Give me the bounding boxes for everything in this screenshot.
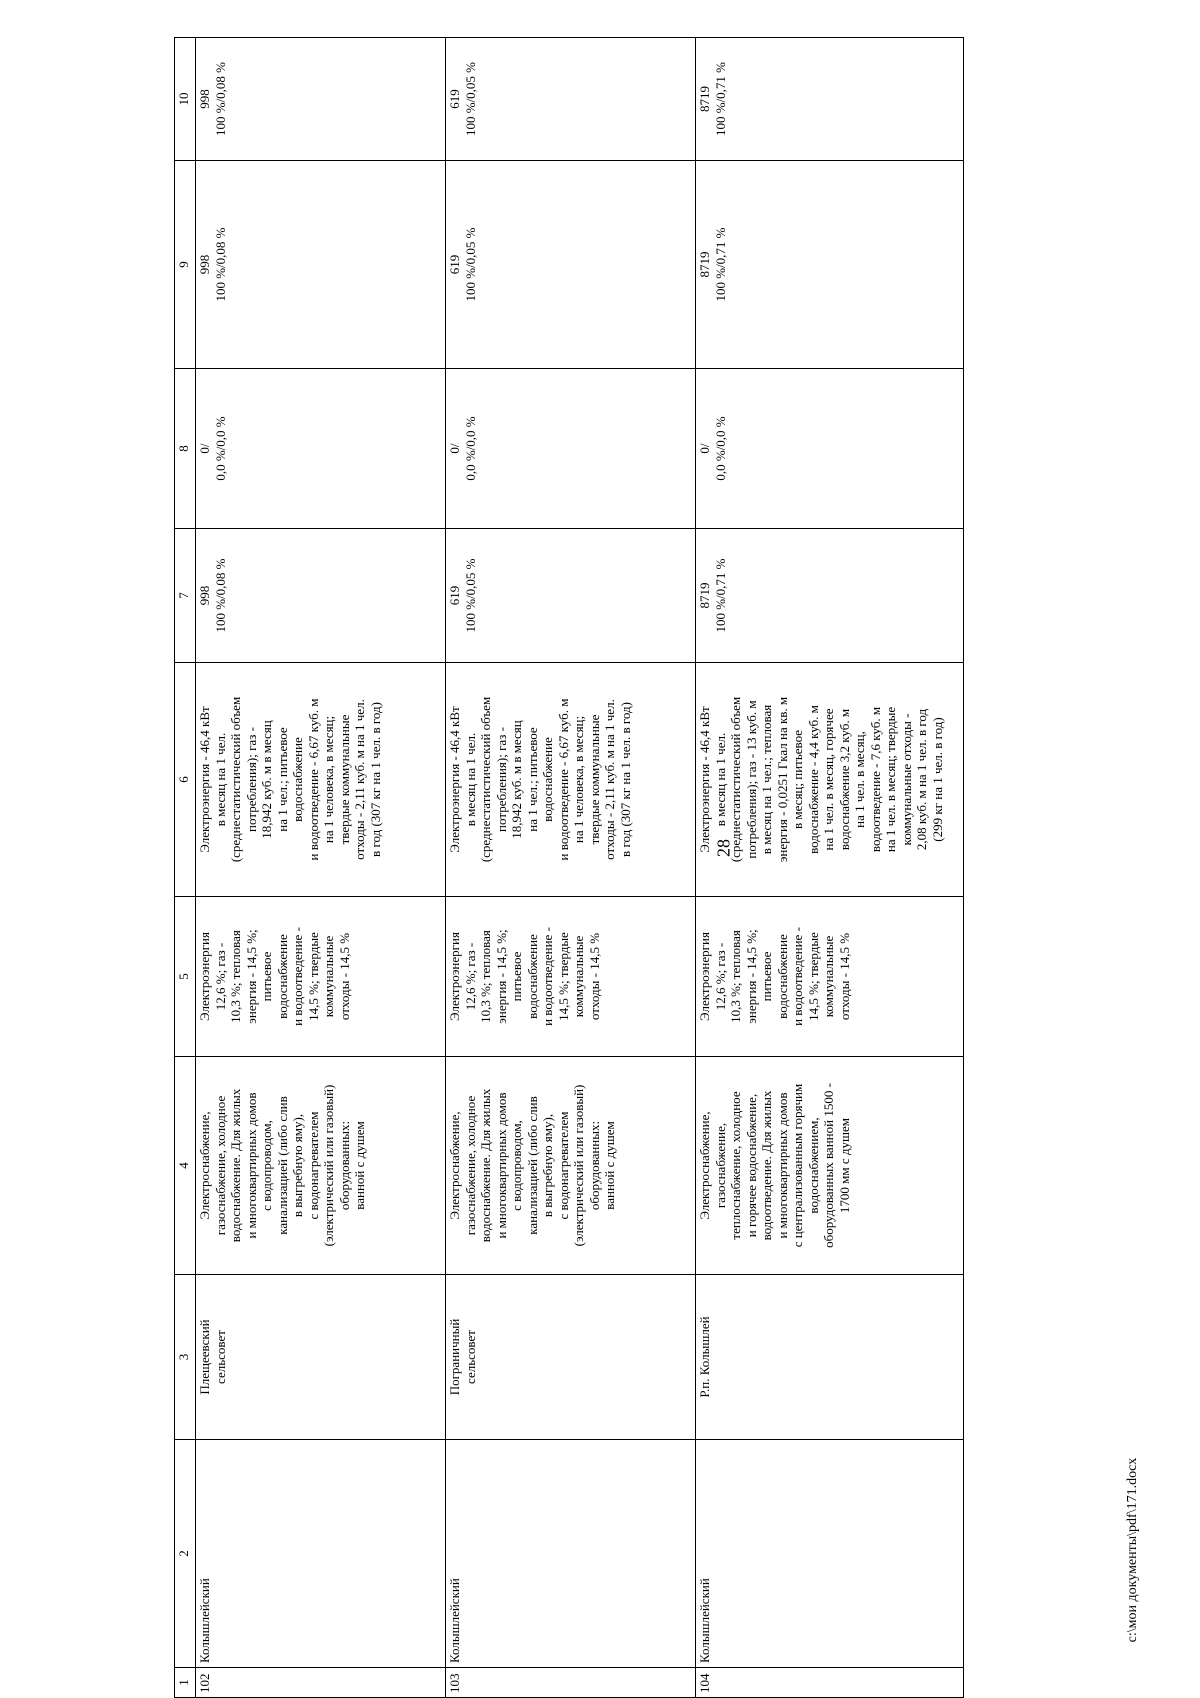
header-cell: 9 bbox=[175, 161, 196, 369]
rotated-table-container bbox=[174, 38, 964, 1698]
value-cell-9: 8719 100 %/0,71 % bbox=[696, 161, 964, 369]
table-row bbox=[696, 38, 964, 1698]
services-cell: Электроснабжение, газоснабжение, холодное водоснабжение. Для жилых и многоквартирных домов с водопроводом, канализацией (либо слив в выгребную яму), с водонагревателем (электрический или газовый) оборудованных: ванной с душем bbox=[446, 1057, 696, 1275]
district-cell: Колышлейский bbox=[696, 1440, 964, 1668]
row-number: 104 bbox=[696, 1668, 964, 1698]
shares-cell: Электроэнергия 12,6 %; газ - 10,3 %; тепловая энергия - 14,5 %; питьевое водоснабжение и водоотведение - 14,5 %; твердые коммунальные отходы - 14,5 % bbox=[446, 897, 696, 1057]
header-cell: 7 bbox=[175, 529, 196, 663]
value-cell-10: 8719 100 %/0,71 % bbox=[696, 38, 964, 161]
header-cell: 3 bbox=[175, 1275, 196, 1440]
shares-cell: Электроэнергия 12,6 %; газ - 10,3 %; тепловая энергия - 14,5 %; питьевое водоснабжение и водоотведение - 14,5 %; твердые коммунальные отходы - 14,5 % bbox=[196, 897, 446, 1057]
value-cell-10: 619 100 %/0,05 % bbox=[446, 38, 696, 161]
value-cell-9: 998 100 %/0,08 % bbox=[196, 161, 446, 369]
value-cell-9: 619 100 %/0,05 % bbox=[446, 161, 696, 369]
header-cell: 5 bbox=[175, 897, 196, 1057]
header-cell: 8 bbox=[175, 369, 196, 529]
municipality-cell: Пограничный сельсовет bbox=[446, 1275, 696, 1440]
header-cell: 6 bbox=[175, 663, 196, 897]
value-cell-7: 998 100 %/0,08 % bbox=[196, 529, 446, 663]
district-cell: Колышлейский bbox=[446, 1440, 696, 1668]
data-table bbox=[174, 37, 964, 1698]
value-cell-7: 619 100 %/0,05 % bbox=[446, 529, 696, 663]
value-cell-8: 0/ 0,0 %/0,0 % bbox=[196, 369, 446, 529]
norms-cell: Электроэнергия - 46,4 кВт в месяц на 1 чел. (среднестатистический объем потребления); газ - 13 куб. м в месяц на 1 чел.; тепловая энергия - 0,0251 Гкал на кв. м в месяц; питьевое водоснабжение - 4,4 куб. м на 1 чел. в месяц, горячее водоснабжение 3,2 куб. м на 1 чел. в месяц, водоотведение - 7,6 куб. м на 1 чел. в месяц; твердые коммунальные отходы - 2,08 куб. м на 1 чел. в год (299 кг на 1 чел. в год) bbox=[696, 663, 964, 897]
header-cell: 10 bbox=[175, 38, 196, 161]
district-cell: Колышлейский bbox=[196, 1440, 446, 1668]
value-cell-10: 998 100 %/0,08 % bbox=[196, 38, 446, 161]
services-cell: Электроснабжение, газоснабжение, теплоснабжение, холодное и горячее водоснабжение, водоотведение. Для жилых и многоквартирных домов с централизованным горячим водоснабжением, оборудованных ванной 1500 - 1700 мм с душем bbox=[696, 1057, 964, 1275]
header-cell: 1 bbox=[175, 1668, 196, 1698]
value-cell-7: 8719 100 %/0,71 % bbox=[696, 529, 964, 663]
services-cell: Электроснабжение, газоснабжение, холодное водоснабжение. Для жилых и многоквартирных домов с водопроводом, канализацией (либо слив в выгребную яму), с водонагревателем (электрический или газовый) оборудованных: ванной с душем bbox=[196, 1057, 446, 1275]
shares-cell: Электроэнергия 12,6 %; газ - 10,3 %; тепловая энергия - 14,5 %; питьевое водоснабжение и водоотведение - 14,5 %; твердые коммунальные отходы - 14,5 % bbox=[696, 897, 964, 1057]
page-number: 28 bbox=[713, 839, 734, 857]
table-row bbox=[446, 38, 696, 1698]
header-cell: 2 bbox=[175, 1440, 196, 1668]
value-cell-8: 0/ 0,0 %/0,0 % bbox=[446, 369, 696, 529]
municipality-cell: Р.п. Колышлей bbox=[696, 1275, 964, 1440]
row-number: 102 bbox=[196, 1668, 446, 1698]
row-number: 103 bbox=[446, 1668, 696, 1698]
table-header-row bbox=[175, 38, 196, 1698]
norms-cell: Электроэнергия - 46,4 кВт в месяц на 1 чел. (среднестатистический объем потребления); газ - 18,942 куб. м в месяц на 1 чел.; питьевое водоснабжение и водоотведение - 6,67 куб. м на 1 человека, в месяц; твердые коммунальные отходы - 2,11 куб. м на 1 чел. в год (307 кг на 1 чел. в год) bbox=[196, 663, 446, 897]
municipality-cell: Плещеевский сельсовет bbox=[196, 1275, 446, 1440]
norms-cell: Электроэнергия - 46,4 кВт в месяц на 1 чел. (среднестатистический объем потребления); газ - 18,942 куб. м в месяц на 1 чел.; питьевое водоснабжение и водоотведение - 6,67 куб. м на 1 человека, в месяц; твердые коммунальные отходы - 2,11 куб. м на 1 чел. в год (307 кг на 1 чел. в год) bbox=[446, 663, 696, 897]
header-cell: 4 bbox=[175, 1057, 196, 1275]
footer-file-path: c:\мои документы\pdf\171.docx bbox=[1125, 1457, 1140, 1643]
table-row bbox=[196, 38, 446, 1698]
value-cell-8: 0/ 0,0 %/0,0 % bbox=[696, 369, 964, 529]
